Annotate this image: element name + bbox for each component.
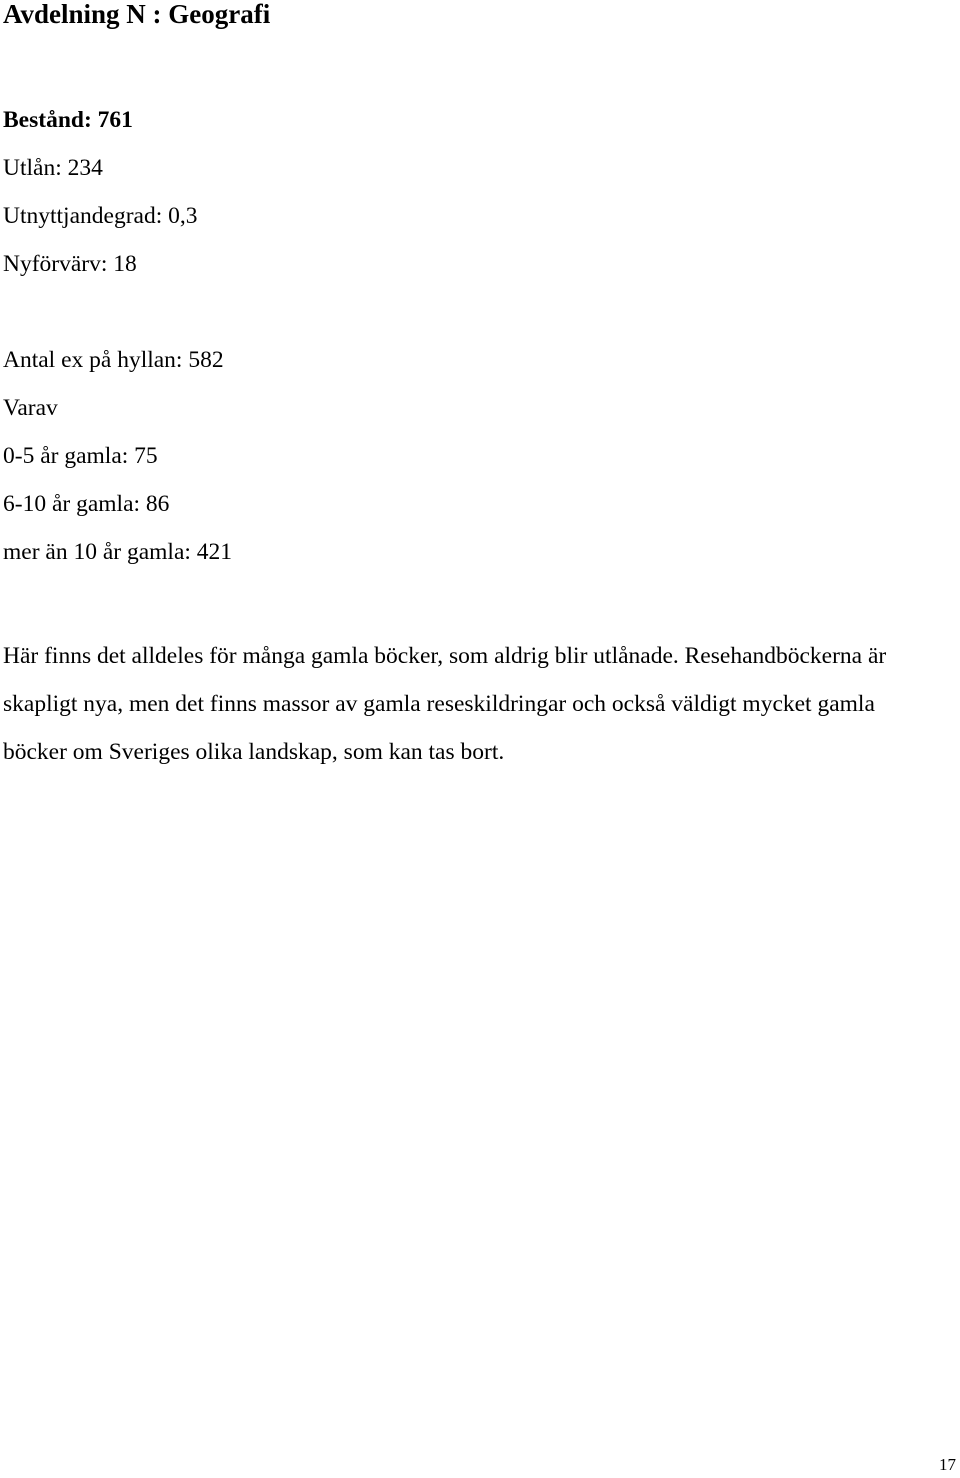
stat-nyforvarv: Nyförvärv: 18	[3, 251, 137, 277]
stat-bestand: Bestånd: 761	[3, 107, 133, 133]
stat-utlan: Utlån: 234	[3, 155, 103, 181]
shelf-age-6-10: 6-10 år gamla: 86	[3, 491, 170, 517]
stat-utnyttjandegrad: Utnyttjandegrad: 0,3	[3, 203, 198, 229]
page-number: 17	[939, 1455, 956, 1474]
shelf-varav-label: Varav	[3, 395, 58, 421]
shelf-age-0-5: 0-5 år gamla: 75	[3, 443, 158, 469]
page-title: Avdelning N : Geografi	[3, 0, 271, 29]
comment-paragraph: Här finns det alldeles för många gamla böcker, som aldrig blir utlånade. Resehandböckerna är skapligt nya, men det finns massor av gamla reseskildringar och också väldigt mycket gamla böcker om Sveriges olika landskap, som kan tas bort.	[3, 643, 887, 765]
shelf-age-over-10: mer än 10 år gamla: 421	[3, 539, 233, 565]
shelf-count: Antal ex på hyllan: 582	[3, 347, 224, 373]
